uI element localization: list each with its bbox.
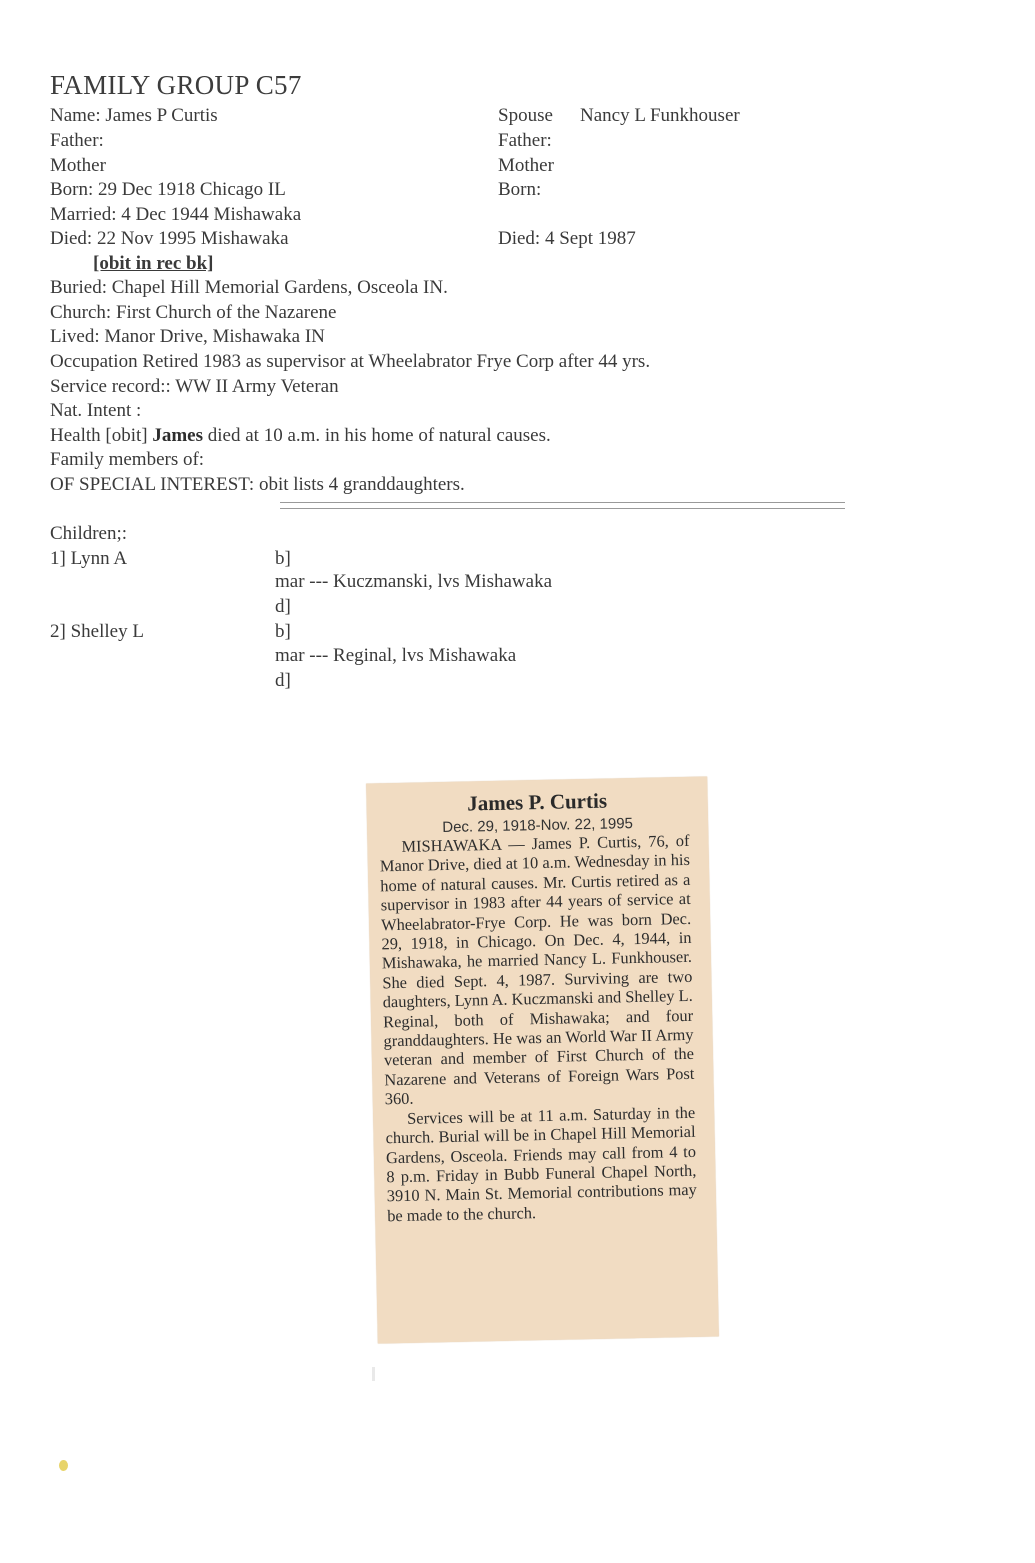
clipping-body (379, 831, 697, 1226)
health-row (50, 425, 551, 447)
child-2-married: mar --- Reginal, lvs Mishawaka (275, 645, 517, 666)
child-1-name: 1] Lynn A (50, 548, 128, 569)
lived-row: Lived: Manor Drive, Mishawaka IN (50, 326, 325, 347)
page-title: FAMILY GROUP C57 (50, 70, 302, 100)
clipping-paragraph-1: MISHAWAKA — James P. Curtis, 76, of Manor Drive, died at 10 a.m. Wednesday in his home of natural causes. Mr. Curtis retired as a supervisor in 1983 after 44 years of service at Wheelabrator-Frye Corp. He was born Dec. 29, 1918, in Chicago. On Dec. 4, 1944, in Mishawaka, he married Nancy L. Funkhouser. She died Sept. 4, 1987. Surviving are two daughters, Lynn A. Kuczmanski and Shelley L. Reginal, both of Mishawaka; and four granddaughters. He was an World War II Army veteran and member of First Church of the Nazarene and Veterans of Foreign Wars Post 360. (379, 830, 695, 1109)
child-1-born: b] (275, 548, 291, 569)
health-prefix: Health [obit] (50, 425, 148, 446)
health-name: James (152, 425, 204, 446)
scan-speck (59, 1460, 68, 1471)
service-row: Service record:: WW II Army Veteran (50, 376, 339, 397)
section-divider (280, 502, 845, 509)
child-2-died: d] (275, 670, 291, 691)
name-row (50, 105, 218, 127)
family-members-row: Family members of: (50, 449, 205, 470)
died-row: Died: 22 Nov 1995 Mishawaka (50, 228, 289, 249)
child-2-born: b] (275, 621, 291, 642)
spouse-name: Nancy L Funkhouser (580, 105, 740, 126)
obituary-clipping (366, 776, 719, 1343)
obit-note: [obit in rec bk] (93, 253, 214, 274)
mother-row: Mother (50, 155, 106, 176)
child-1-died: d] (275, 596, 291, 617)
spouse-father: Father: (498, 130, 552, 151)
person-name: James P Curtis (105, 105, 218, 126)
health-rest: died at 10 a.m. in his home of natural causes. (207, 425, 551, 446)
spouse-label: Spouse (498, 105, 553, 126)
buried-row: Buried: Chapel Hill Memorial Gardens, Osceola IN. (50, 277, 448, 298)
spouse-died: Died: 4 Sept 1987 (498, 228, 636, 249)
clipping-dates: Dec. 29, 1918-Nov. 22, 1995 (442, 815, 634, 837)
children-label: Children;: (50, 523, 128, 544)
nat-intent-row: Nat. Intent : (50, 400, 142, 421)
child-1-married: mar --- Kuczmanski, lvs Mishawaka (275, 571, 553, 592)
spouse-born: Born: (498, 179, 542, 200)
married-row: Married: 4 Dec 1944 Mishawaka (50, 204, 302, 225)
born-row: Born: 29 Dec 1918 Chicago IL (50, 179, 286, 200)
father-row: Father: (50, 130, 104, 151)
child-2-name: 2] Shelley L (50, 621, 144, 642)
scan-mark (372, 1367, 375, 1381)
spouse-mother: Mother (498, 155, 554, 176)
clipping-title: James P. Curtis (466, 788, 608, 816)
name-label: Name: (50, 105, 101, 126)
church-row: Church: First Church of the Nazarene (50, 302, 337, 323)
clipping-paragraph-2: Services will be at 11 a.m. Saturday in the church. Burial will be in Chapel Hill Memorial Gardens, Osceola. Friends may call from 4 to 8 p.m. Friday in Bubb Funeral Chapel North, 3910 N. Main St. Memorial contributions may be made to the church. (385, 1102, 697, 1226)
special-interest-row: OF SPECIAL INTEREST: obit lists 4 granddaughters. (50, 474, 465, 495)
occupation-row: Occupation Retired 1983 as supervisor at Wheelabrator Frye Corp after 44 yrs. (50, 351, 651, 372)
